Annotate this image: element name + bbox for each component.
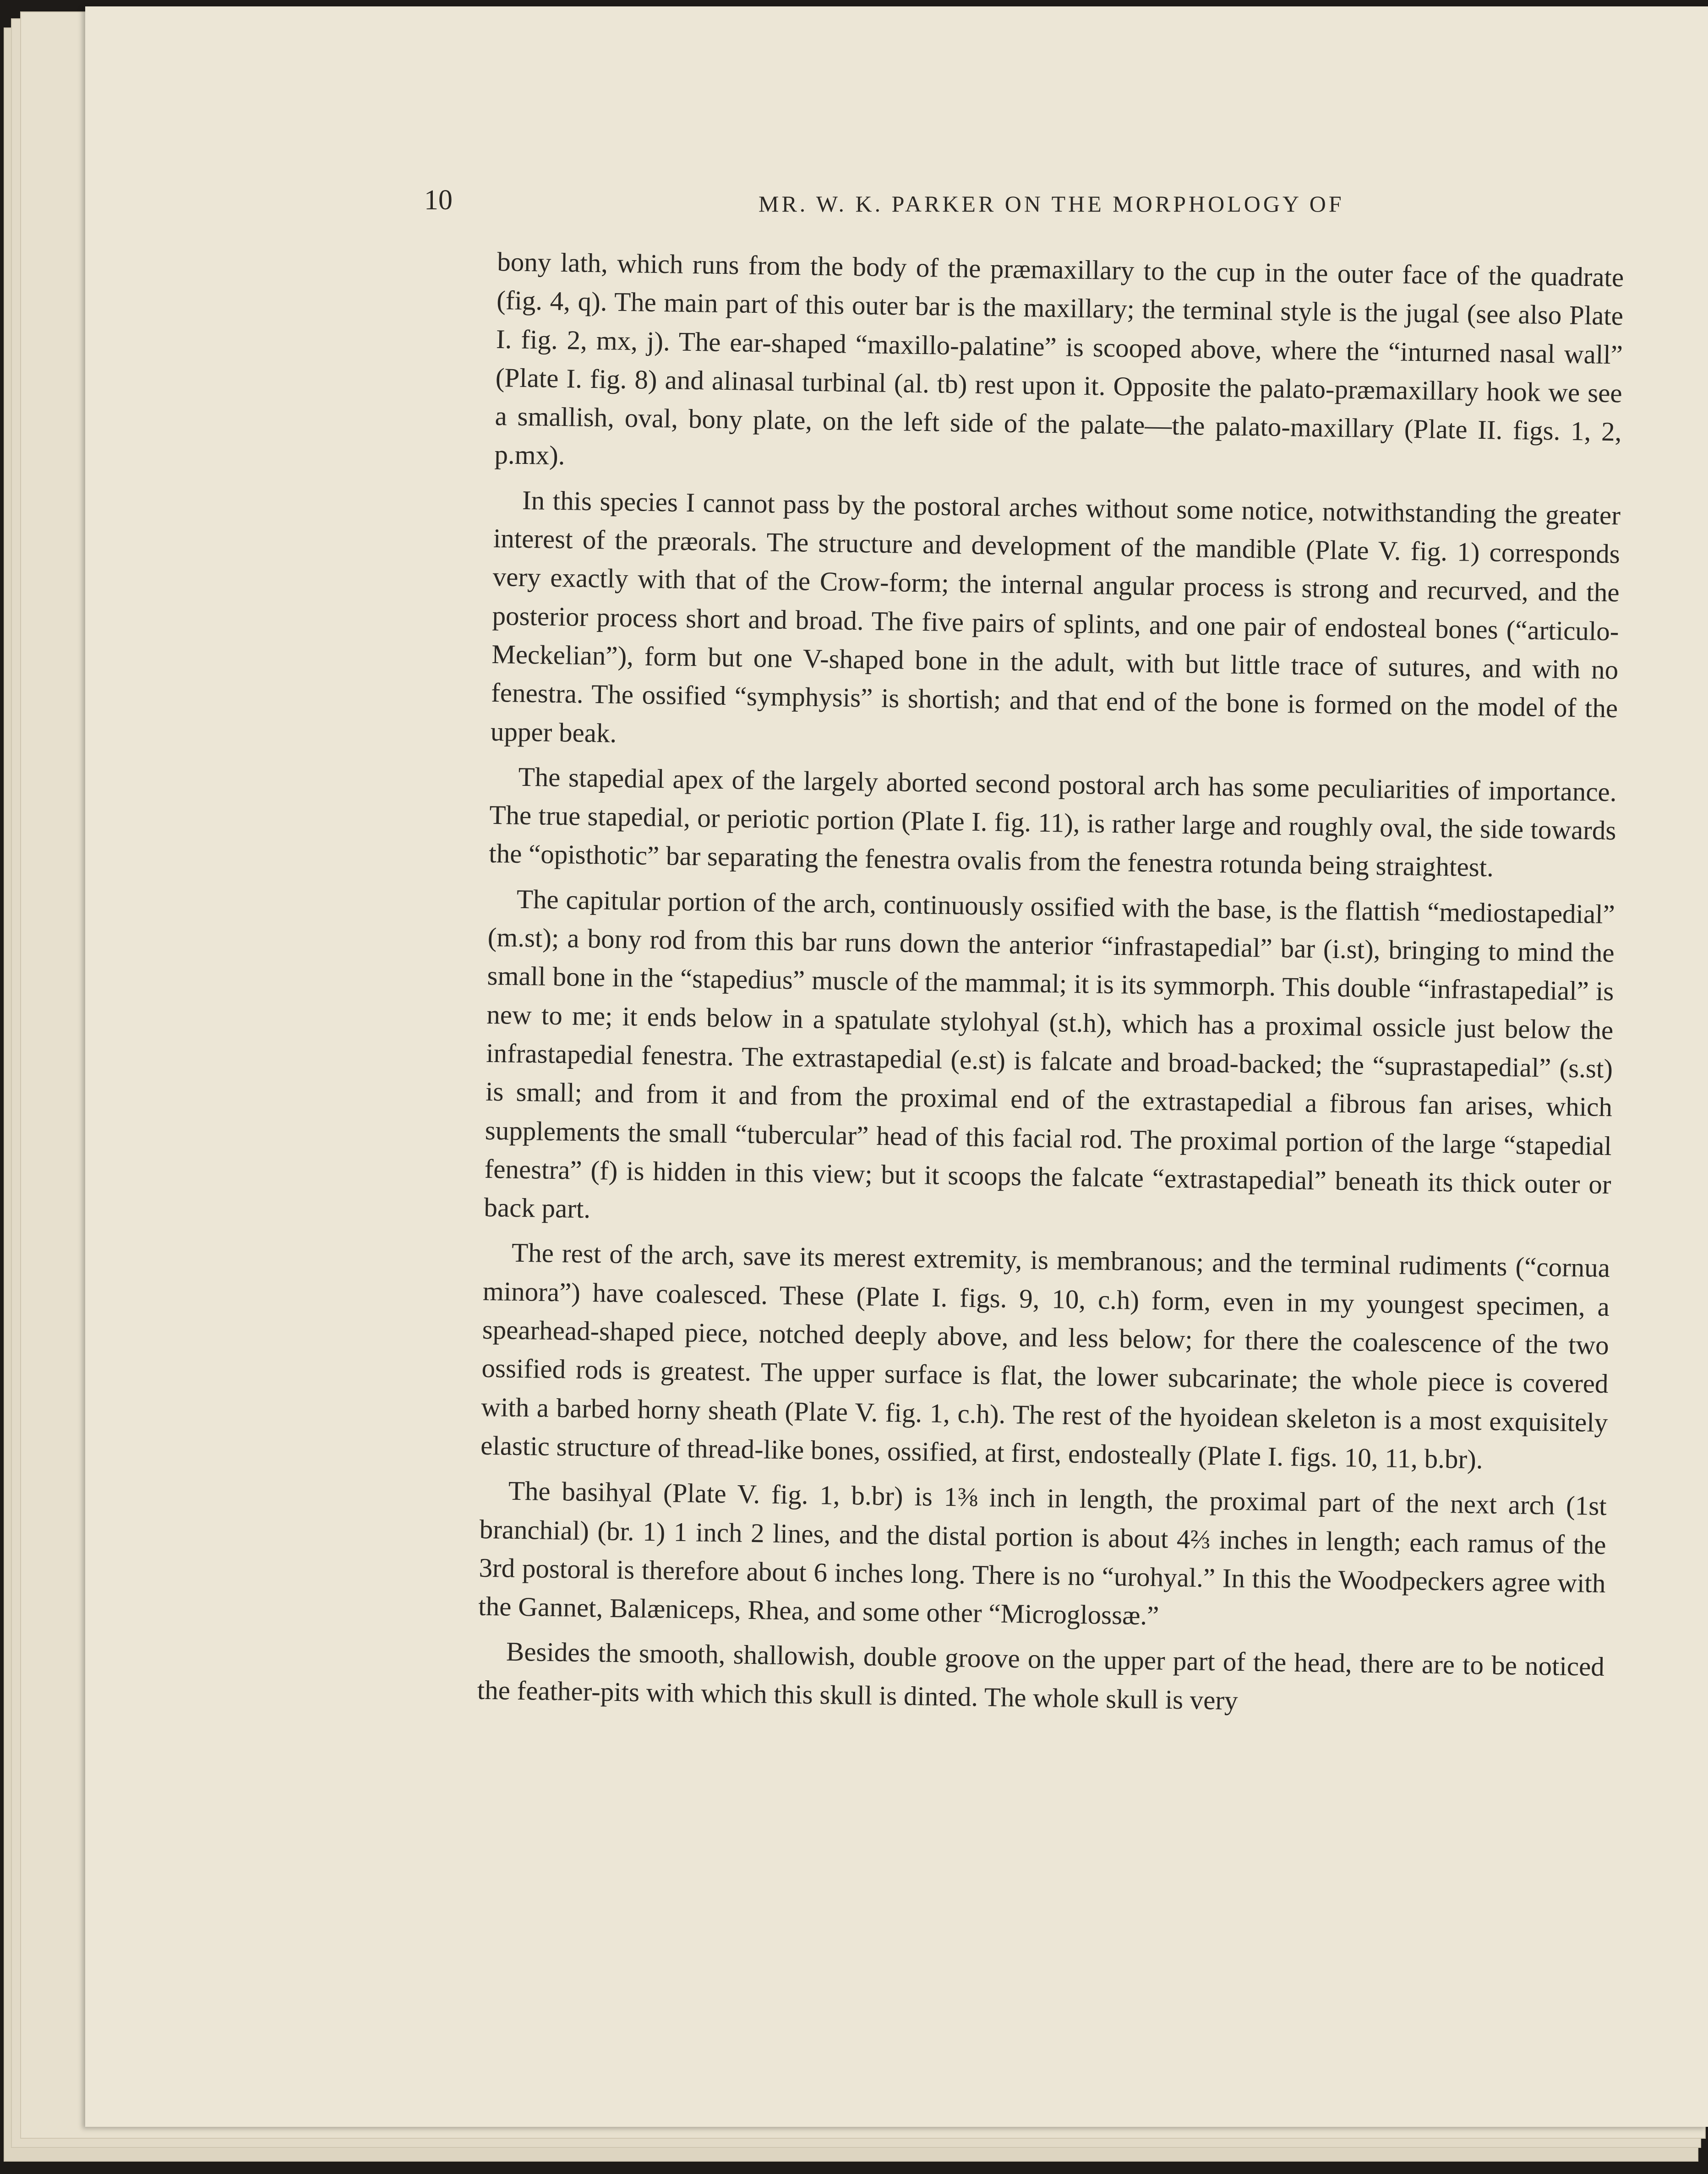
body-text (477, 242, 1624, 1731)
page-sheet (85, 6, 1708, 2127)
page-number: 10 (424, 185, 453, 216)
paragraph: The stapedial apex of the largely aborted second postoral arch has some peculiarities of importance. The true stapedial, or periotic portion (Plate I. fig. 11), is rather large and roughly oval, the side towards the “opisthotic” bar separating the fenestra ovalis from the fenestra rotunda being straightest. (488, 761, 1617, 883)
running-head (424, 184, 1615, 230)
paragraph: In this species I cannot pass by the postoral arches without some notice, notwithstanding the greater interest of the præorals. The structure and development of the mandible (Plate V. fig. 1) corresponds very exactly with that of the Crow-form; the internal angular process is strong and recurved, and the posterior process short and broad. The five pairs of splints, and one pair of endosteal bones (“articulo-Meckelian”), form but one V-shaped bone in the adult, with but little trace of sutures, and with no fenestra. The ossified “symphysis” is shortish; and that end of the bone is formed on the model of the upper beak. (490, 485, 1621, 748)
paragraph: Besides the smooth, shallowish, double groove on the upper part of the head, there are to be noticed the feather-pits with which this skull is dinted. The whole skull is very (477, 1636, 1605, 1716)
paragraph: The rest of the arch, save its merest extremity, is membranous; and the terminal rudiments (“cornua minora”) have coalesced. These (Plate I. figs. 9, 10, c.h) form, even in my youngest specimen, a spearhead-shaped piece, notched deeply above, and less below; for there the coalescence of the two ossified rods is greatest. The upper surface is flat, the lower subcarinate; the whole piece is covered with a barbed horny sheath (Plate V. fig. 1, c.h). The rest of the hyoidean skeleton is a most exquisitely elastic structure of thread-like bones, ossified, at first, endosteally (Plate I. figs. 10, 11, b.br). (480, 1237, 1610, 1475)
paragraph: The basihyal (Plate V. fig. 1, b.br) is 1⅜ inch in length, the proximal part of the next arch (1st branchial) (br. 1) 1 inch 2 lines, and the distal portion is about 4⅔ inches in length; each ramus of the 3rd postoral is therefore about 6 inches long. There is no “urohyal.” In this the Woodpeckers agree with the Gannet, Balæniceps, Rhea, and some other “Microglossæ.” (478, 1475, 1607, 1631)
paragraph: The capitular portion of the arch, continuously ossified with the base, is the flattish “mediostapedial” (m.st); a bony rod from this bar runs down the anterior “infrastapedial” bar (i.st), bringing to mind the small bone in the “stapedius” muscle of the mammal; it is its symmorph. This double “infrastapedial” is new to me; it ends below in a spatulate stylohyal (st.h), which has a proximal ossicle just below the infrastapedial fenestra. The extrastapedial (e.st) is falcate and broad-backed; the “suprastapedial” (s.st) is small; and from it and from the proximal end of the extrastapedial a fibrous fan arises, which supplements the small “tubercular” head of this facial rod. The proximal portion of the large “stapedial fenestra” (f) is hidden in this view; but it scoops the falcate “extrastapedial” beneath its thick outer or back part. (484, 883, 1615, 1224)
paragraph: bony lath, which runs from the body of the præmaxillary to the cup in the outer face of the quadrate (fig. 4, q). The main part of this outer bar is the maxillary; the terminal style is the jugal (see also Plate I. fig. 2, mx, j). The ear-shaped “maxillo-palatine” is scooped above, where the “inturned nasal wall” (Plate I. fig. 8) and alinasal turbinal (al. tb) rest upon it. Opposite the palato-præmaxillary hook we see a smallish, oval, bony plate, on the left side of the palate—the palato-maxillary (Plate II. figs. 1, 2, p.mx). (494, 246, 1624, 471)
running-title: MR. W. K. PARKER ON THE MORPHOLOGY OF (759, 191, 1344, 217)
